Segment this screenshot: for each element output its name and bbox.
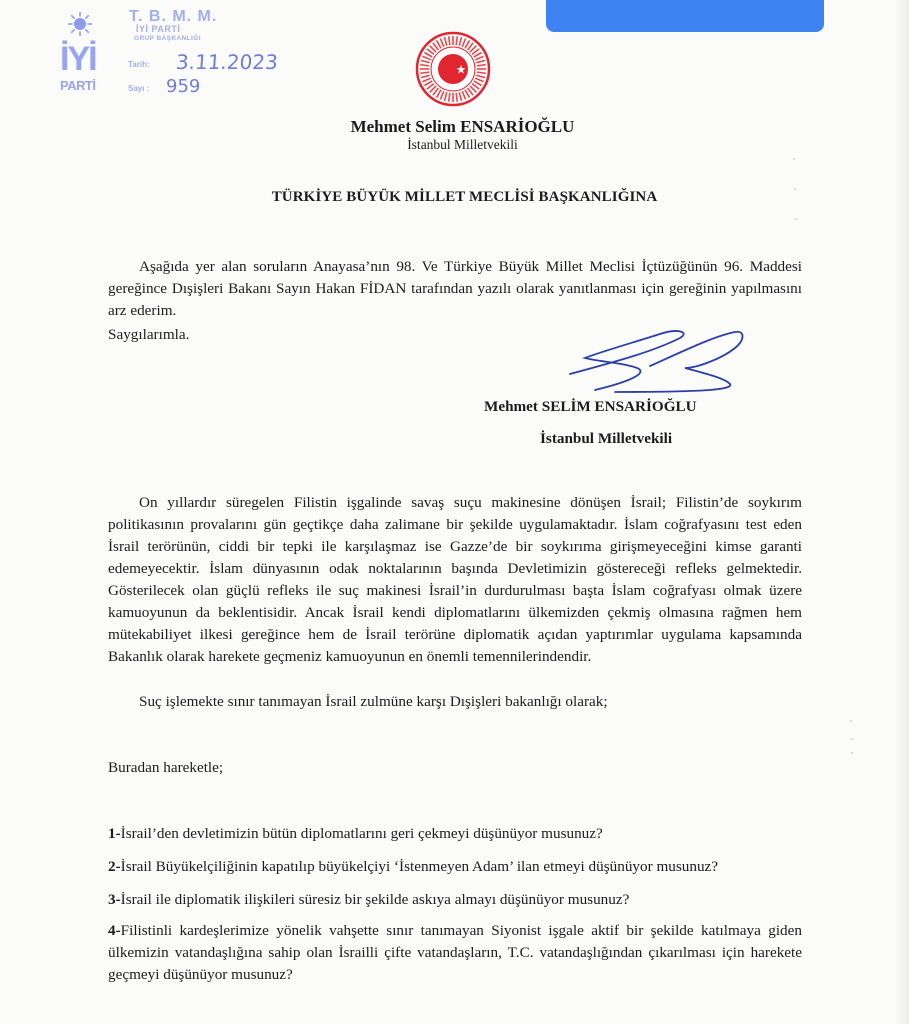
seal-ray [477, 65, 486, 66]
stamp-number-label: Sayı : [128, 84, 150, 93]
seal-ray [424, 81, 432, 86]
question-item [108, 920, 802, 986]
seal-ray [462, 91, 465, 99]
question-item [108, 825, 603, 843]
question-text: İsrail Büyükelçiliğinin kapatılıp büyükelçiyi ‘İstenmeyen Adam’ ilan etmeyi düşünüyor musunuz? [120, 858, 719, 875]
scan-speck [793, 158, 795, 160]
seal-ray [421, 60, 430, 62]
seal-ray [465, 90, 470, 98]
scan-speck [850, 720, 852, 722]
signature-title: İstanbul Milletvekili [540, 430, 673, 447]
mp-name: Mehmet Selim ENSARİOĞLU [350, 117, 575, 136]
seal-ray [440, 91, 443, 99]
page-edge-shadow [895, 0, 909, 1024]
scan-speck [795, 218, 797, 220]
tbmm-seal-icon [415, 31, 491, 107]
rationale-paragraph: On yıllardır süregelen Filistin işgalinde savaş suçu makinesine dönüşen İsrail; Filistin’de soykırım politikasının provalarını gün geçtikçe daha zalimane bir şekilde uygulamaktadır. İslam coğrafyasını test eden İsrail terörünün, ciddi bir tepki ile karşılaşmaz ise Gazze’de bir soykırıma girişmeyeceğini kimse garanti edemeyecektir. İslam dünyasının odak noktalarının başında Devletimizin göstereceği refleks gelmektedir. Gösterilecek olan güçlü refleks ile suç makinesi İsrail’in durdurulması başta İslam coğrafyası olmak üzere kamuoyunun da beklentisidir. Ancak İsrail kendi diplomatlarını ülkemizden çekmiş olmasına rağmen hem mütekabiliyet ilkesi gereğince hem de İsrail terörüne diplomatik açıdan yaptırımlar uygulama kapsamında Bakanlık olarak harekete geçmeniz kamuoyunun en önemli temennilerindendir. [108, 494, 802, 665]
question-text: İsrail’den devletimizin bütün diplomatlarını geri çekmeyi düşünüyor musunuz? [120, 825, 603, 842]
stamp-office: GRUP BAŞKANLIĞI [134, 35, 201, 42]
seal-ray [474, 81, 482, 86]
stamp-logo-subtext: PARTİ [60, 78, 96, 93]
question-number: 1- [108, 825, 121, 842]
seal-ray [476, 75, 485, 77]
seal-ray [465, 40, 470, 48]
seal-ray [444, 92, 446, 101]
greeting: Saygılarımla. [108, 326, 190, 343]
stamp-party: İYİ PARTİ [136, 24, 181, 34]
handwritten-signature [540, 318, 750, 398]
question-number: 3- [108, 891, 121, 908]
seal-ray [423, 78, 431, 81]
stamp-date-value: 3.11.2023 [175, 50, 279, 74]
addressee-heading: TÜRKİYE BÜYÜK MİLLET MECLİSİ BAŞKANLIĞINA [271, 189, 658, 205]
question-number: 4- [108, 922, 121, 939]
stamp-number-value: 959 [166, 76, 201, 97]
sun-icon [68, 12, 92, 36]
question-item [108, 891, 629, 909]
overlay-action-button[interactable] [546, 0, 824, 32]
scan-speck [794, 188, 796, 190]
question-text: İsrail ile diplomatik ilişkileri süresiz bir şekilde askıya almayı düşünüyor musunuz? [120, 891, 630, 908]
scan-speck [851, 738, 853, 740]
seal-ray [456, 93, 457, 102]
seal-ray [437, 90, 442, 98]
seal-ray [423, 56, 431, 59]
seal-ray [462, 39, 465, 47]
seal-ray [424, 53, 432, 58]
seal-ray [456, 36, 457, 45]
iyi-party-logo [54, 4, 106, 96]
seal-ray [477, 72, 486, 73]
seal-ray [476, 60, 485, 62]
stamp-date-label: Tarih: [128, 60, 150, 69]
seal-ray [475, 56, 483, 59]
scan-speck [851, 752, 853, 754]
lead-in-sentence: Suç işlemekte sınır tanımayan İsrail zulmüne karşı Dışişleri bakanlığı olarak; [139, 693, 608, 710]
request-paragraph: Aşağıda yer alan soruların Anayasa’nın 98. Ve Türkiye Büyük Millet Meclisi İçtüzüğünün 96. Maddesi gereğince Dışişleri Bakanı Sayın Hakan FİDAN tarafından yazılı olarak yanıtlanması için gereğinin yapılmasını arz ederim. [108, 258, 802, 319]
stamp-title: T. B. M. M. [129, 8, 218, 25]
question-item [108, 858, 718, 876]
question-number: 2- [108, 858, 121, 875]
seal-ray [437, 40, 442, 48]
seal-ray [420, 72, 429, 73]
transition-sentence: Buradan hareketle; [108, 759, 224, 776]
signature-name: Mehmet SELİM ENSARİOĞLU [484, 398, 697, 415]
stamp-logo-text: İYİ [60, 40, 96, 78]
seal-ray [474, 53, 482, 58]
question-text: Filistinli kardeşlerimize yönelik vahşette sınır tanımayan Siyonist işgale aktif bir şekilde katılmaya giden ülkemizin vatandaşlığına sahip olan İsrailli çifte vatandaşların, T.C. vatandaşlığından çıkarılması için harekete geçmeyi düşünüyor musunuz? [108, 922, 802, 983]
seal-ray [444, 37, 446, 46]
receipt-stamp [44, 2, 294, 102]
seal-ray [449, 93, 450, 102]
mp-title: İstanbul Milletvekili [407, 137, 518, 152]
seal-ray [421, 75, 430, 77]
seal-ray [459, 37, 461, 46]
seal-ray [475, 78, 483, 81]
seal-ray [449, 36, 450, 45]
seal-ray [459, 92, 461, 101]
seal-ray [420, 65, 429, 66]
seal-ray [440, 39, 443, 47]
